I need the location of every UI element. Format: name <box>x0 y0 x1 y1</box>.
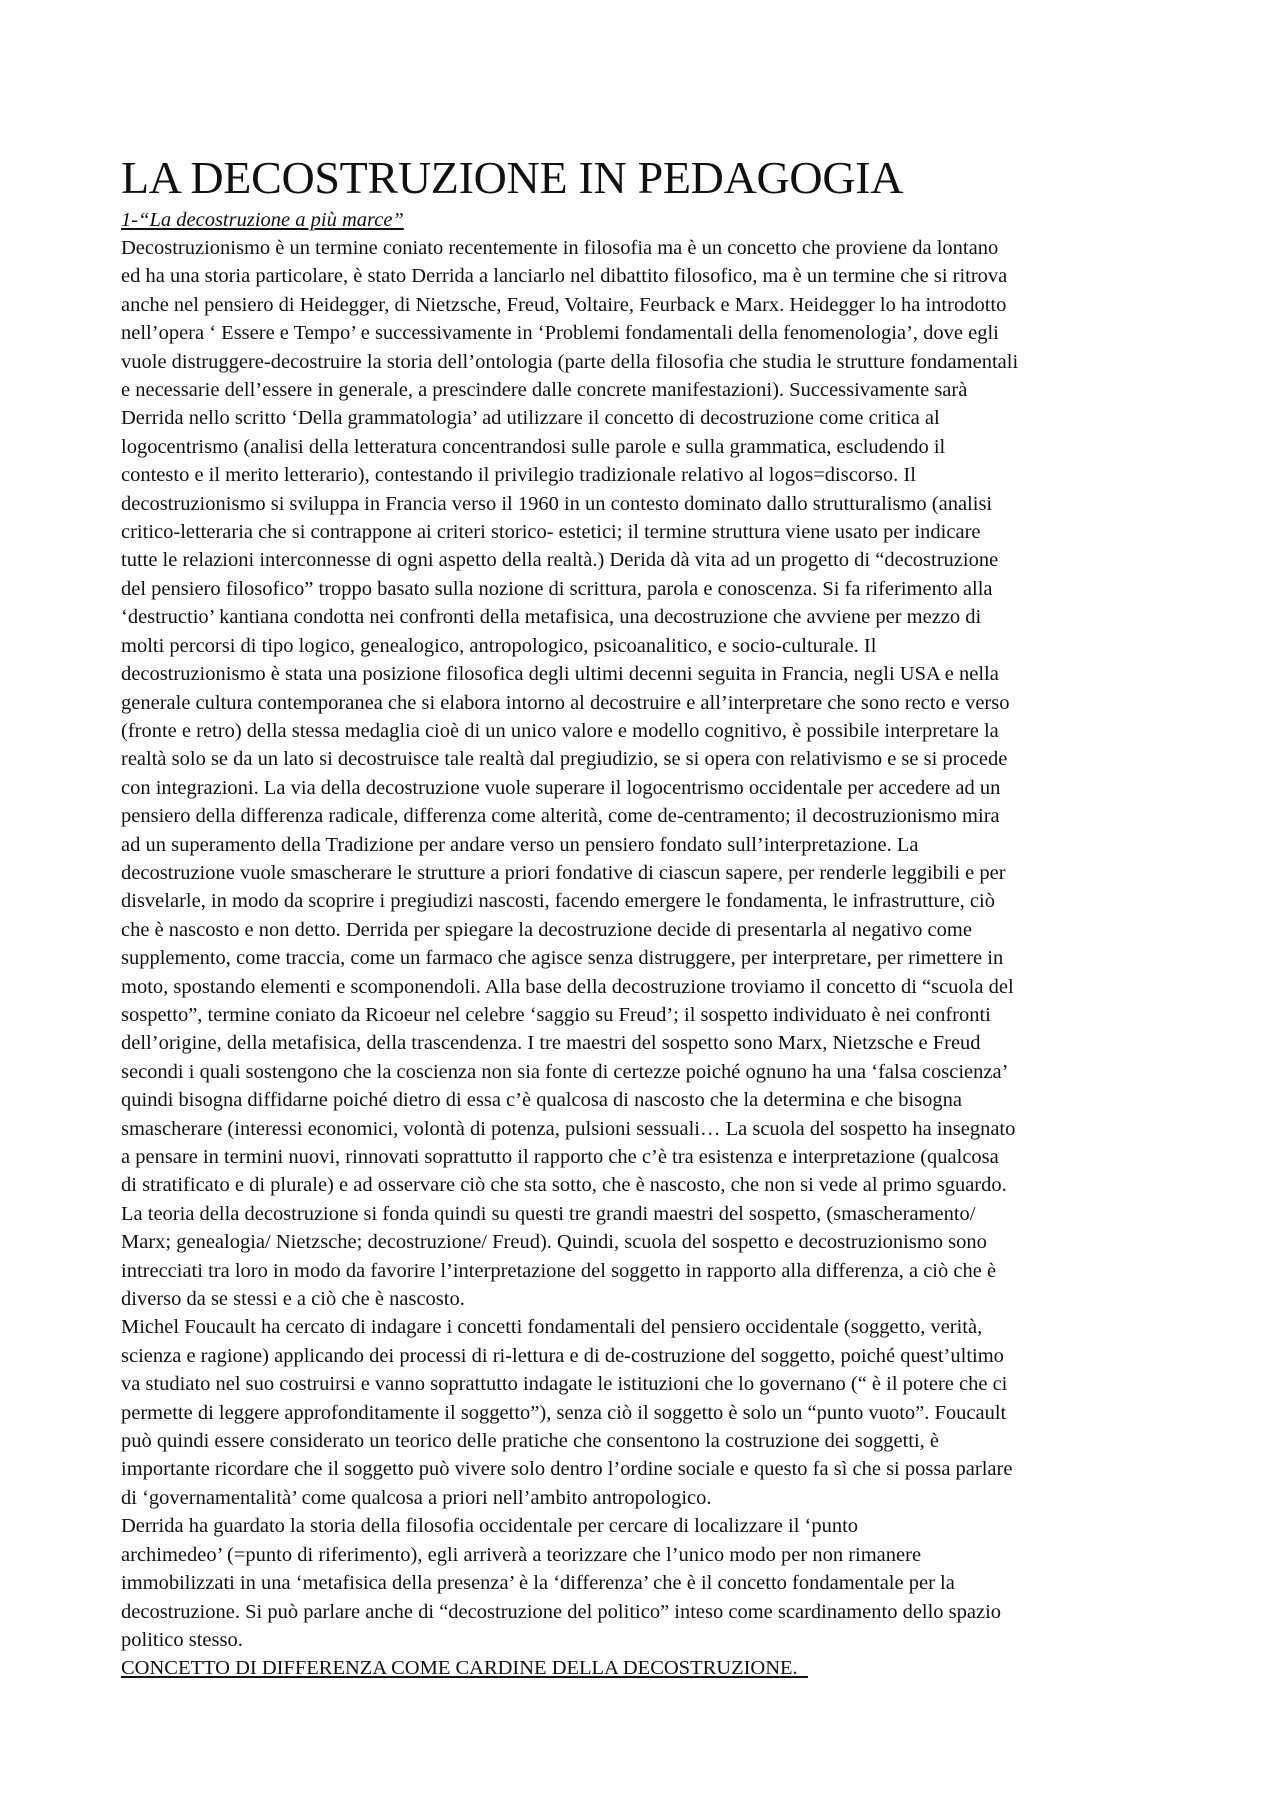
document-page <box>121 150 1171 1683</box>
section-heading: CONCETTO DI DIFFERENZA COME CARDINE DELLA DECOSTRUZIONE. <box>121 1657 808 1680</box>
document-subtitle: 1-“La decostruzione a più marce” <box>121 209 404 231</box>
paragraph-derrida: Derrida ha guardato la storia della filosofia occidentale per cercare di localizzare il ‘punto archimedeo’ (=punto di riferimento), egli arriverà a teorizzare che l’unico modo per non rimanere immobilizzati in una ‘metafisica della presenza’ è la ‘differenza’ che è il concetto fondamentale per la decostruzione. Si può parlare anche di “decostruzione del politico” inteso come scardinamento dello spazio politico stesso. <box>121 1515 1002 1651</box>
document-title: LA DECOSTRUZIONE IN PEDAGOGIA <box>121 152 904 203</box>
paragraph-foucault: Michel Foucault ha cercato di indagare i concetti fondamentali del pensiero occidentale (soggetto, verità, scienza e ragione) applicando dei processi di ri-lettura e di de-costruzione del soggetto, poiché quest’ultimo va studiato nel suo costruirsi e vanno soprattutto indagate le istituzioni che lo governano (“ è il potere che ci permette di leggere approfonditamente il soggetto”), senza ciò il soggetto è solo un “punto vuoto”. Foucault può quindi essere considerato un teorico delle pratiche che consentono la costruzione dei soggetti, è importante ricordare che il soggetto può vivere solo dentro l’ordine sociale e questo fa sì che si possa parlare di ‘governamentalità’ come qualcosa a priori nell’ambito antropologico. <box>121 1316 1013 1509</box>
paragraph-decostruzionismo: Decostruzionismo è un termine coniato recentemente in filosofia ma è un concetto che proviene da lontano ed ha una storia particolare, è stato Derrida a lanciarlo nel dibattito filosofico, ma è un termine che si ritrova anche nel pensiero di Heidegger, di Nietzsche, Freud, Voltaire, Feurback e Marx. Heidegger lo ha introdotto nell’opera ‘ Essere e Tempo’ e successivamente in ‘Problemi fondamentali della fenomenologia’, dove egli vuole distruggere-decostruire la storia dell’ontologia (parte della filosofia che studia le strutture fondamentali e necessarie dell’essere in generale, a prescindere dalle concrete manifestazioni). Successivamente sarà Derrida nello scritto ‘Della grammatologia’ ad utilizzare il concetto di decostruzione come critica al logocentrismo (analisi della letteratura concentrandosi sulle parole e sulla grammatica, escludendo il contesto e il merito letterario), contestando il privilegio tradizionale relativo al logos=discorso. Il decostruzionismo si sviluppa in Francia verso il 1960 in un contesto dominato dallo strutturalismo (analisi critico-letteraria che si contrappone ai criteri storico- estetici; il termine struttura viene usato per indicare tutte le relazioni interconnesse di ogni aspetto della realtà.) Derida dà vita ad un progetto di “decostruzione del pensiero filosofico” troppo basato sulla nozione di scrittura, parola e conoscenza. Si fa riferimento alla ‘destructio’ kantiana condotta nei confronti della metafisica, una decostruzione che avviene per mezzo di molti percorsi di tipo logico, genealogico, antropologico, psicoanalitico, e socio-culturale. Il decostruzionismo è stata una posizione filosofica degli ultimi decenni seguita in Francia, negli USA e nella generale cultura contemporanea che si elabora intorno al decostruire e all’interpretare che sono recto e verso (fronte e retro) della stessa medaglia cioè di un unico valore e modello cognitivo, è possibile interpretare la realtà solo se da un lato si decostruisce tale realtà dal pregiudizio, se si opera con relativismo e se si procede con integrazioni. La via della decostruzione vuole superare il logocentrismo occidentale per accedere ad un pensiero della differenza radicale, differenza come alterità, come de-centramento; il decostruzionismo mira ad un superamento della Tradizione per andare verso un pensiero fondato sull’interpretazione. La decostruzione vuole smascherare le strutture a priori fondative di ciascun sapere, per renderle leggibili e per disvelarle, in modo da scoprire i pregiudizi nascosti, facendo emergere le fondamenta, le infrastrutture, ciò che è nascosto e non detto. Derrida per spiegare la decostruzione decide di presentarla al negativo come supplemento, come traccia, come un farmaco che agisce senza distruggere, per interpretare, per rimettere in moto, spostando elementi e scomponendoli. Alla base della decostruzione troviamo il concetto di “scuola del sospetto”, termine coniato da Ricoeur nel celebre ‘saggio su Freud’; il sospetto individuato è nei confronti dell’origine, della metafisica, della trascendenza. I tre maestri del sospetto sono Marx, Nietzsche e Freud secondi i quali sostengono che la coscienza non sia fonte di certezze poiché ognuno ha una ‘falsa coscienza’ quindi bisogna diffidarne poiché dietro di essa c’è qualcosa di nascosto che la determina e che bisogna smascherare (interessi economici, volontà di potenza, pulsioni sessuali… La scuola del sospetto ha insegnato a pensare in termini nuovi, rinnovati soprattutto il rapporto che c’è tra esistenza e interpretazione (qualcosa di stratificato e di plurale) e ad osservare ciò che sta sotto, che è nascosto, che non si vede al primo sguardo. La teoria della decostruzione si fonda quindi su questi tre grandi maestri del sospetto, (smascheramento/ Marx; genealogia/ Nietzsche; decostruzione/ Freud). Quindi, scuola del sospetto e decostruzionismo sono intrecciati tra loro in modo da favorire l’interpretazione del soggetto in rapporto alla differenza, a ciò che è diverso da se stessi e a ciò che è nascosto. <box>121 237 1019 1311</box>
